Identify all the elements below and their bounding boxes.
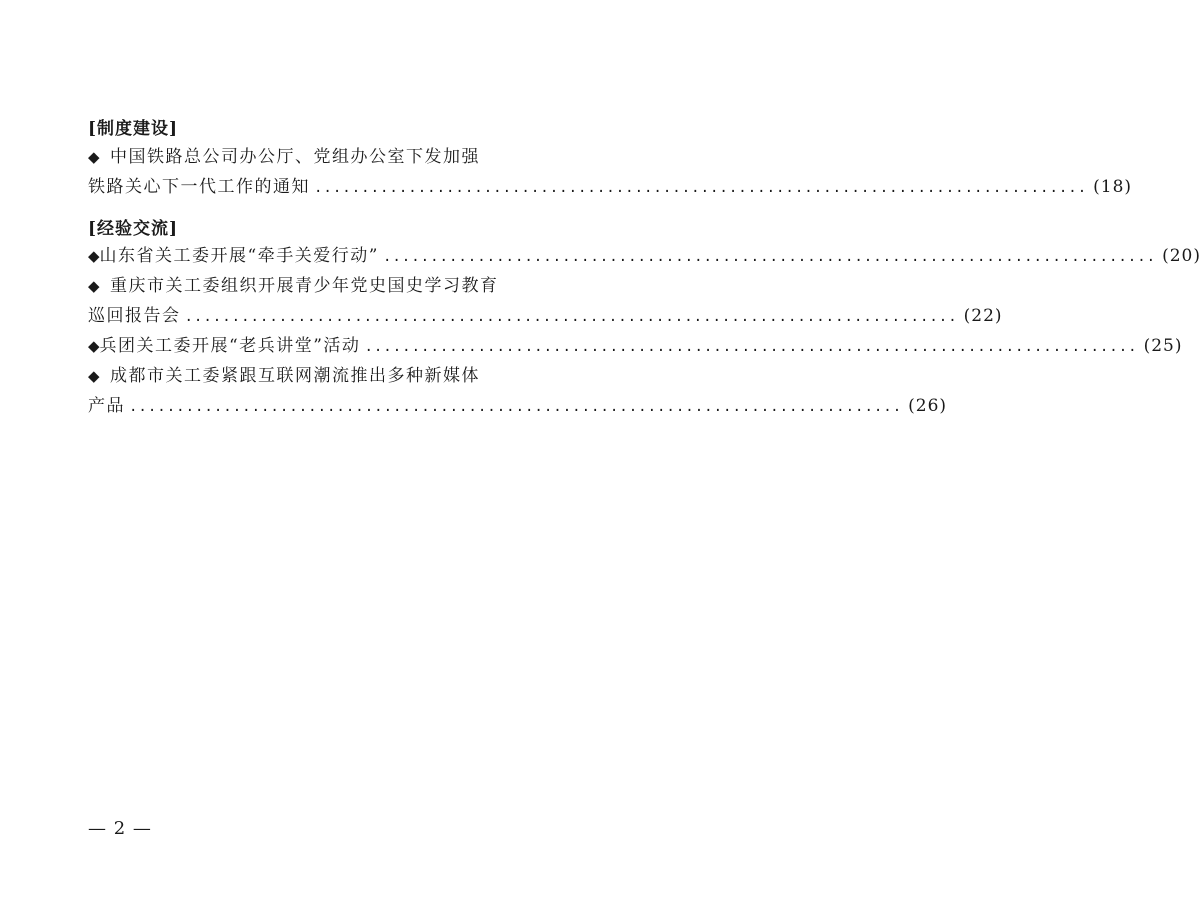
toc-entry-title: 重庆市关工委组织开展青少年党史国史学习教育	[110, 276, 499, 296]
toc-entry-line[interactable]	[88, 393, 948, 419]
toc-entry-title-cont: 产品	[88, 396, 125, 416]
toc-entry-title: 成都市关工委紧跟互联网潮流推出多种新媒体	[110, 366, 480, 386]
leader-dots: ..................................................................................	[364, 339, 1138, 355]
section-heading-institution: [制度建设]	[88, 119, 179, 139]
toc-entry-title: 山东省关工委开展“牵手关爱行动”	[99, 246, 379, 266]
toc-entry-line[interactable]	[88, 174, 1133, 200]
toc-page-number: (20)	[1162, 246, 1201, 266]
toc-entry-title-cont: 铁路关心下一代工作的通知	[88, 177, 310, 197]
toc-page-number: (22)	[963, 306, 1003, 326]
toc-entry-title-cont: 巡回报告会	[88, 306, 181, 326]
leader-dots: ..................................................................................	[129, 399, 903, 415]
diamond-bullet-icon: ◆	[88, 148, 100, 166]
section-heading-experience: [经验交流]	[88, 219, 179, 239]
diamond-bullet-icon: ◆	[88, 367, 100, 385]
toc-entry-line[interactable]	[88, 243, 1201, 269]
toc-page-number: (25)	[1143, 336, 1183, 356]
diamond-bullet-icon: ◆	[88, 247, 100, 265]
toc-page-number: (26)	[908, 396, 948, 416]
diamond-bullet-icon: ◆	[88, 277, 100, 295]
toc-entry-title: 中国铁路总公司办公厅、党组办公室下发加强	[110, 147, 480, 167]
leader-dots: ..................................................................................	[382, 249, 1157, 265]
toc-entry-line[interactable]	[88, 273, 544, 299]
toc-entry-line[interactable]	[88, 144, 544, 170]
toc-entry-line[interactable]	[88, 333, 1183, 359]
toc-entry-title: 兵团关工委开展“老兵讲堂”活动	[99, 336, 361, 356]
toc-entry-line[interactable]	[88, 363, 544, 389]
page-footer-number: — 2 —	[88, 818, 152, 839]
diamond-bullet-icon: ◆	[88, 337, 100, 355]
leader-dots: ..................................................................................	[314, 180, 1088, 196]
toc-entry-line[interactable]	[88, 303, 1003, 329]
toc-page-number: (18)	[1093, 177, 1133, 197]
leader-dots: ..................................................................................	[184, 309, 958, 325]
